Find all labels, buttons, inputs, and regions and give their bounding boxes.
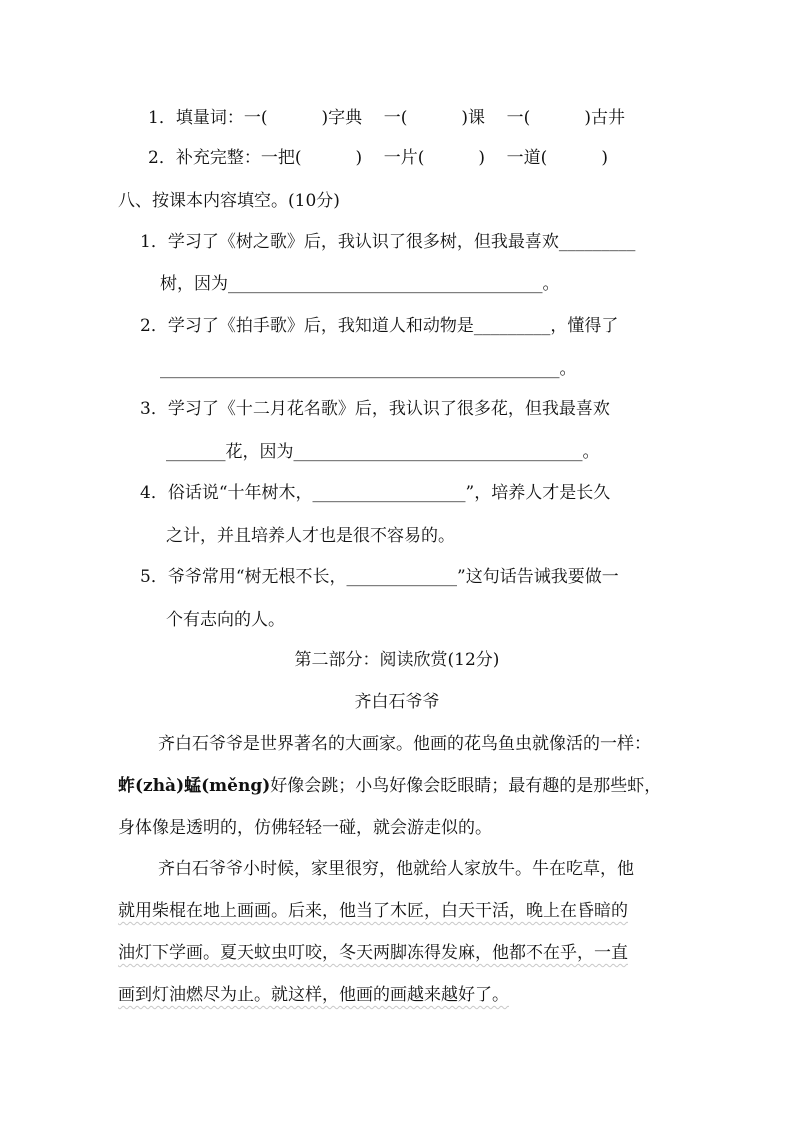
question-tree-song-line2: 树，因为_____________________________________。 bbox=[160, 274, 560, 294]
question-tree-song-line1: 1．学习了《树之歌》后，我认识了很多树，但我最喜欢_________ bbox=[140, 232, 636, 252]
question-complete-phrases: 2．补充完整：一把( ) 一片( ) 一道( ) bbox=[148, 148, 608, 168]
question-grandpa-saying-line2: 个有志向的人。 bbox=[166, 610, 285, 630]
question-flower-song-line2: _______花，因为__________________________________。 bbox=[166, 442, 600, 462]
paragraph1-line2-text: 好像会跳；小鸟好像会眨眼睛；最有趣的是那些虾， bbox=[270, 776, 662, 796]
paragraph2-line4: 画到灯油燃尽为止。就这样，他画的画越来越好了。 bbox=[118, 985, 509, 1005]
paragraph1-line1: 齐白石爷爷是世界著名的大画家。他画的花鸟鱼虫就像活的一样： bbox=[158, 734, 651, 754]
section-eight-heading: 八、按课本内容填空。(10分) bbox=[118, 191, 340, 211]
question-proverb-line2: 之计，并且培养人才也是很不容易的。 bbox=[166, 526, 455, 546]
paragraph2-line2: 就用柴棍在地上画画。后来，他当了木匠，白天干活，晚上在昏暗的 bbox=[118, 901, 628, 921]
article-title: 齐白石爷爷 bbox=[354, 692, 440, 712]
question-flower-song-line1: 3．学习了《十二月花名歌》后，我认识了很多花，但我最喜欢 bbox=[140, 399, 610, 419]
question-proverb-line1: 4．俗话说“十年树木，__________________”，培养人才是长久 bbox=[140, 483, 611, 503]
part-two-heading: 第二部分：阅读欣赏(12分) bbox=[294, 650, 500, 670]
paragraph2-line1: 齐白石爷爷小时候，家里很穷，他就给人家放牛。牛在吃草，他 bbox=[158, 859, 634, 879]
paragraph1-line3: 身体像是透明的，仿佛轻轻一碰，就会游走似的。 bbox=[118, 818, 492, 838]
paragraph2-line3: 油灯下学画。夏天蚊虫叮咬，冬天两脚冻得发麻，他都不在乎，一直 bbox=[118, 943, 628, 963]
question-grandpa-saying-line1: 5．爷爷常用“树无根不长，_____________”这句话告诫我要做一 bbox=[140, 567, 619, 587]
question-clap-song-line2: _______________________________________________。 bbox=[160, 359, 577, 379]
question-clap-song-line1: 2．学习了《拍手歌》后，我知道人和动物是_________，懂得了 bbox=[140, 316, 619, 336]
question-measure-words: 1．填量词：一( )字典 一( )课 一( )古井 bbox=[148, 108, 625, 128]
pinyin-annotation: 蚱(zhà)蜢(měng) bbox=[118, 776, 271, 796]
paragraph1-line2 bbox=[118, 774, 661, 798]
